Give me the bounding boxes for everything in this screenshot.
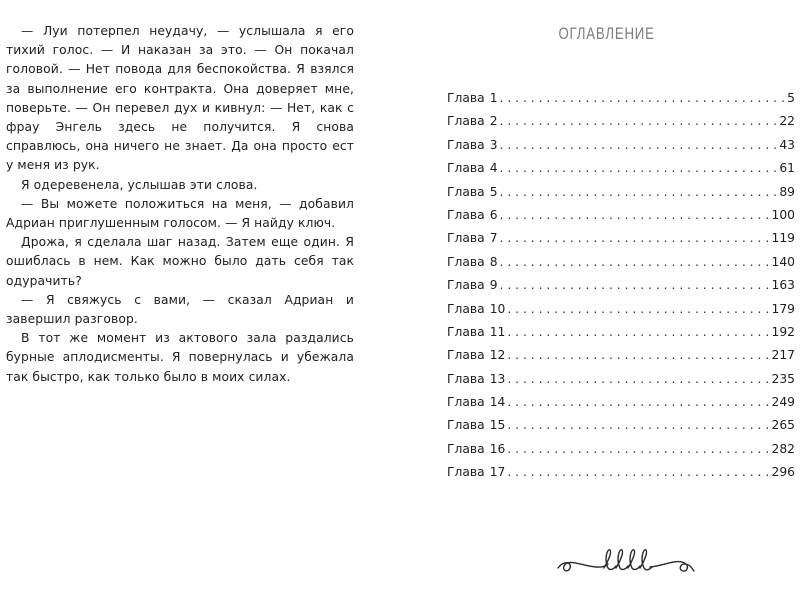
toc-row [447,325,795,348]
toc-leader-dots [500,161,778,175]
toc-chapter-label: Глава [447,231,485,246]
toc-row [447,372,795,395]
toc-row [447,255,795,278]
toc-chapter-number: 17 [489,465,506,480]
toc-chapter-label: Глава [447,207,485,222]
toc-row [447,278,795,301]
toc-leader-dots [500,138,778,152]
toc-chapter-label: Глава [447,324,485,339]
toc-page-number: 217 [771,348,795,363]
toc-chapter-number: 12 [489,348,506,363]
toc-page-number: 61 [779,161,795,176]
toc-chapter-number: 8 [489,254,498,269]
toc-row [447,348,795,371]
toc-leader-dots [507,302,769,316]
toc-leader-dots [507,372,769,386]
toc-row [447,442,795,465]
toc-page-number: 5 [787,91,795,105]
paragraph: Я одеревенела, услышав эти слова. [21,177,258,192]
toc-chapter-number: 11 [489,324,506,339]
toc-row [447,91,795,114]
toc-leader-dots [507,418,769,432]
toc-chapter-number: 15 [489,418,506,433]
toc-page-number: 140 [771,254,795,269]
toc-chapter-label: Глава [447,137,485,152]
toc-chapter-number: 3 [489,137,498,152]
toc-chapter-label: Глава [447,114,485,129]
toc-row [447,161,795,184]
toc-chapter-label: Глава [447,395,485,410]
toc-row [447,185,795,208]
toc-leader-dots [507,465,769,479]
toc-leader-dots [500,185,778,199]
toc-chapter-label: Глава [447,91,485,105]
toc-page-number: 235 [771,371,795,386]
paragraph: — Вы можете положиться на меня, — добавил Адриан приглушенным голосом. — Я найду ключ. [6,196,354,231]
toc-chapter-label: Глава [447,371,485,386]
toc-chapter-number: 1 [489,91,498,105]
toc-row [447,231,795,254]
toc-leader-dots [500,114,778,128]
toc-chapter-number: 9 [489,278,498,293]
toc-row [447,114,795,137]
toc-chapter-number: 16 [489,441,506,456]
toc-page-number: 249 [771,395,795,410]
toc-chapter-label: Глава [447,278,485,293]
toc-leader-dots [500,208,770,222]
toc-row [447,302,795,325]
table-of-contents-page [400,0,800,600]
toc-page-number: 282 [771,441,795,456]
toc-list [447,91,795,489]
toc-chapter-label: Глава [447,465,485,480]
toc-row [447,138,795,161]
paragraph: В тот же момент из актового зала раздались бурные аплодисменты. Я повернулась и убежала так быстро, как только было в моих силах. [6,331,354,384]
toc-row [447,208,795,231]
toc-leader-dots [500,278,770,292]
toc-chapter-number: 5 [489,184,498,199]
toc-leader-dots [500,231,770,245]
toc-page-number: 179 [771,301,795,316]
toc-row [447,395,795,418]
toc-chapter-label: Глава [447,348,485,363]
toc-page-number: 296 [771,465,795,480]
toc-chapter-number: 14 [489,395,506,410]
toc-leader-dots [507,348,769,362]
toc-leader-dots [507,325,769,339]
toc-chapter-number: 13 [489,371,506,386]
toc-chapter-label: Глава [447,301,485,316]
toc-chapter-label: Глава [447,441,485,456]
toc-row [447,465,795,488]
toc-row [447,418,795,441]
toc-leader-dots [500,91,786,105]
toc-chapter-label: Глава [447,184,485,199]
toc-page-number: 265 [771,418,795,433]
toc-chapter-number: 2 [489,114,498,129]
toc-chapter-label: Глава [447,161,485,176]
toc-chapter-number: 10 [489,301,506,316]
toc-page-number: 119 [771,231,795,246]
toc-chapter-label: Глава [447,254,485,269]
paragraph: Дрожа, я сделала шаг назад. Затем еще один. Я ошиблась в нем. Как можно было дать себя так одурачить? [6,235,354,288]
toc-page-number: 192 [771,324,795,339]
flourish-ornament-icon [550,540,700,585]
toc-chapter-number: 4 [489,161,498,176]
toc-chapter-number: 7 [489,231,498,246]
paragraph: — Я свяжусь с вами, — сказал Адриан и завершил разговор. [6,292,354,327]
toc-page-number: 89 [779,184,795,199]
left-page-text [6,22,354,387]
toc-page-number: 100 [771,207,795,222]
toc-leader-dots [507,395,769,409]
toc-chapter-label: Глава [447,418,485,433]
toc-chapter-number: 6 [489,207,498,222]
toc-page-number: 163 [771,278,795,293]
toc-title: ОГЛАВЛЕНИЕ [558,24,655,43]
toc-leader-dots [500,255,770,269]
toc-leader-dots [507,442,769,456]
toc-page-number: 22 [779,114,795,129]
toc-page-number: 43 [779,137,795,152]
paragraph: — Луи потерпел неудачу, — услышала я его тихий голос. — И наказан за это. — Он покачал головой. — Нет повода для беспокойства. Я взялся за выполнение его контракта. Она доверяет мне, поверьте. — Он перевел дух и кивнул: — Нет, как с фрау Энгель здесь не получится. Я снова справлюсь, она ничего не знает. Да она просто ест у меня из рук. [6,24,354,173]
